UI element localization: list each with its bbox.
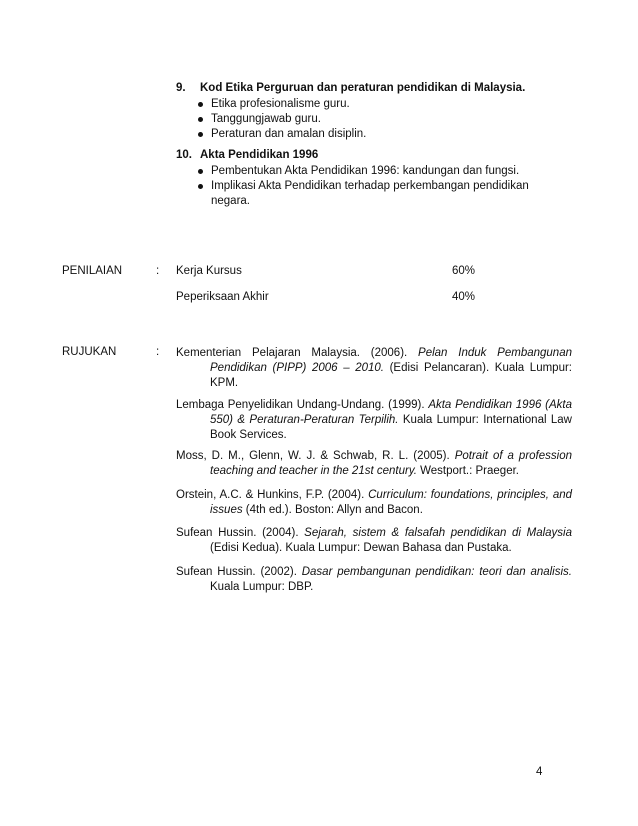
reference-title: Sejarah, sistem & falsafah pendidikan di Malaysia: [304, 527, 572, 539]
assessment-colon: :: [156, 265, 160, 277]
topic-9-heading: [176, 82, 525, 94]
topic-number: 10.: [176, 149, 192, 161]
assessment-percent-final-exam: 40%: [452, 291, 476, 303]
reference-text: Sufean Hussin. (2002).: [176, 566, 302, 578]
reference-text: Lembaga Penyelidikan Undang-Undang. (1999).: [176, 399, 429, 411]
reference-text: (Edisi Kedua). Kuala Lumpur: Dewan Bahasa dan Pustaka.: [210, 542, 512, 554]
assessment-item-coursework: Kerja Kursus: [176, 265, 242, 277]
reference-text: Westport.: Praeger.: [416, 465, 519, 477]
reference-text: Kuala Lumpur: International Law Book Services.: [210, 414, 572, 441]
topic-10-bullet-list: [198, 164, 558, 209]
reference-entry: [176, 398, 572, 443]
topic-10-heading: [176, 149, 318, 161]
reference-text: Orstein, A.C. & Hunkins, F.P. (2004).: [176, 489, 369, 501]
reference-entry: [176, 488, 572, 518]
reference-entry: [176, 565, 572, 595]
list-item: Pembentukan Akta Pendidikan 1996: kandungan dan fungsi.: [198, 164, 558, 179]
reference-title: Dasar pembangunan pendidikan: teori dan analisis.: [301, 566, 572, 578]
references-colon: :: [156, 346, 160, 358]
topic-title: Akta Pendidikan 1996: [200, 149, 319, 161]
references-label: RUJUKAN: [62, 346, 117, 358]
assessment-percent-coursework: 60%: [452, 265, 476, 277]
assessment-item-final-exam: Peperiksaan Akhir: [176, 291, 269, 303]
reference-text: Sufean Hussin. (2004).: [176, 527, 305, 539]
reference-text: Kuala Lumpur: DBP.: [210, 581, 314, 593]
list-item: Peraturan dan amalan disiplin.: [198, 127, 558, 142]
topic-9-bullet-list: [198, 97, 558, 142]
reference-title: Pelan Induk Pembangunan Pendidikan (PIPP) 2006 – 2010.: [210, 347, 572, 374]
reference-title: Potrait of a profession teaching and teacher in the 21st century.: [210, 450, 572, 477]
reference-text: (Edisi Pelancaran). Kuala Lumpur: KPM.: [210, 362, 572, 389]
reference-text: (4th ed.). Boston: Allyn and Bacon.: [242, 504, 423, 516]
assessment-label: PENILAIAN: [62, 265, 123, 277]
page-number: 4: [536, 766, 543, 778]
list-item: Implikasi Akta Pendidikan terhadap perkembangan pendidikan negara.: [198, 179, 558, 209]
topic-title: Kod Etika Perguruan dan peraturan pendidikan di Malaysia.: [200, 82, 526, 94]
reference-text: Kementerian Pelajaran Malaysia. (2006).: [176, 347, 419, 359]
reference-text: Moss, D. M., Glenn, W. J. & Schwab, R. L. (2005).: [176, 450, 455, 462]
list-item: Etika profesionalisme guru.: [198, 97, 558, 112]
reference-entry: [176, 526, 572, 556]
reference-title: Curriculum: foundations, principles, and issues: [210, 489, 573, 516]
list-item: Tanggungjawab guru.: [198, 112, 558, 127]
reference-entry: [176, 449, 572, 479]
reference-entry: [176, 346, 572, 391]
reference-title: Akta Pendidikan 1996 (Akta 550) & Peraturan-Peraturan Terpilih.: [210, 399, 572, 426]
topic-number: 9.: [176, 82, 186, 94]
